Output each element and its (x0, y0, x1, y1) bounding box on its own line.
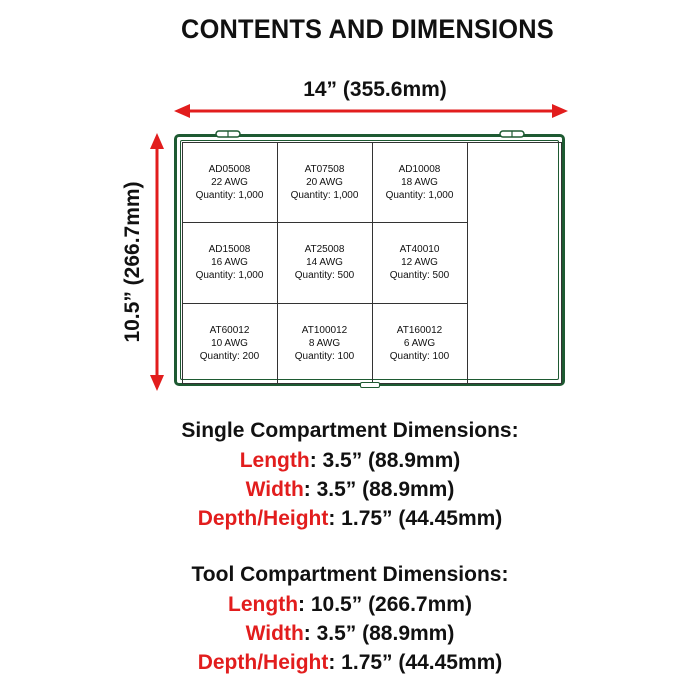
spec-length (0, 446, 700, 475)
single-compartment-specs (0, 416, 700, 533)
spec-label: Length (239, 449, 310, 472)
wire-gauge: 20 AWG (306, 176, 343, 188)
wire-gauge: 12 AWG (401, 257, 438, 269)
height-arrow (150, 133, 164, 391)
wire-gauge: 8 AWG (308, 338, 341, 350)
quantity: Quantity: 500 (294, 270, 355, 282)
spec-value: : 3.5” (88.9mm) (309, 449, 461, 472)
tool-compartment (467, 142, 562, 384)
spec-width (0, 619, 700, 648)
quantity: Quantity: 500 (389, 270, 450, 282)
spec-value: : 1.75” (44.45mm) (328, 507, 503, 530)
quantity: Quantity: 1,000 (195, 189, 264, 201)
part-number: AD10008 (398, 163, 441, 175)
part-number: AT07508 (304, 163, 345, 175)
spec-value: : 3.5” (88.9mm) (303, 622, 455, 645)
quantity: Quantity: 100 (294, 351, 355, 363)
overall-width-label: 14” (355.6mm) (303, 78, 447, 101)
quantity: Quantity: 1,000 (290, 189, 359, 201)
compartment-cell (372, 142, 468, 224)
tool-compartment-specs (0, 560, 700, 677)
quantity: Quantity: 200 (199, 351, 260, 363)
spec-depth (0, 648, 700, 677)
wire-gauge: 6 AWG (403, 338, 436, 350)
wire-gauge: 10 AWG (211, 338, 248, 350)
compartment-cell (372, 222, 468, 304)
spec-label: Length (228, 593, 299, 616)
hinge-icon (215, 130, 241, 138)
compartment-cell (277, 222, 373, 304)
compartment-cell (372, 303, 468, 385)
compartment-cell (277, 142, 373, 224)
part-number: AD15008 (208, 244, 251, 256)
part-number: AT60012 (209, 325, 250, 337)
wire-gauge: 14 AWG (306, 257, 343, 269)
spec-label: Depth/Height (197, 507, 329, 530)
spec-value: : 10.5” (266.7mm) (298, 593, 472, 616)
spec-heading: Single Compartment Dimensions: (181, 419, 519, 442)
organizer-case (174, 134, 565, 386)
spec-value: : 1.75” (44.45mm) (328, 651, 503, 674)
wire-gauge: 18 AWG (401, 176, 438, 188)
width-arrow (174, 104, 568, 118)
part-number: AT40010 (399, 244, 440, 256)
hinge-icon (499, 130, 525, 138)
wire-gauge: 22 AWG (211, 176, 248, 188)
overall-height-label: 10.5” (266.7mm) (121, 181, 144, 343)
compartment-cell (182, 222, 278, 304)
part-number: AT100012 (301, 325, 348, 337)
part-number: AD05008 (208, 163, 251, 175)
wire-gauge: 16 AWG (211, 257, 248, 269)
spec-label: Width (245, 478, 304, 501)
quantity: Quantity: 1,000 (385, 189, 454, 201)
part-number: AT25008 (304, 244, 345, 256)
quantity: Quantity: 1,000 (195, 270, 264, 282)
spec-heading: Tool Compartment Dimensions: (191, 563, 509, 586)
latch-icon (360, 382, 380, 388)
part-number: AT160012 (396, 325, 443, 337)
compartment-cell (182, 303, 278, 385)
quantity: Quantity: 100 (389, 351, 450, 363)
page-title: CONTENTS AND DIMENSIONS (181, 14, 554, 44)
spec-depth (0, 504, 700, 533)
compartment-grid (182, 142, 467, 384)
spec-width (0, 475, 700, 504)
compartment-cell (182, 142, 278, 224)
spec-label: Depth/Height (197, 651, 329, 674)
compartment-cell (277, 303, 373, 385)
spec-label: Width (245, 622, 304, 645)
spec-value: : 3.5” (88.9mm) (303, 478, 455, 501)
spec-length (0, 590, 700, 619)
